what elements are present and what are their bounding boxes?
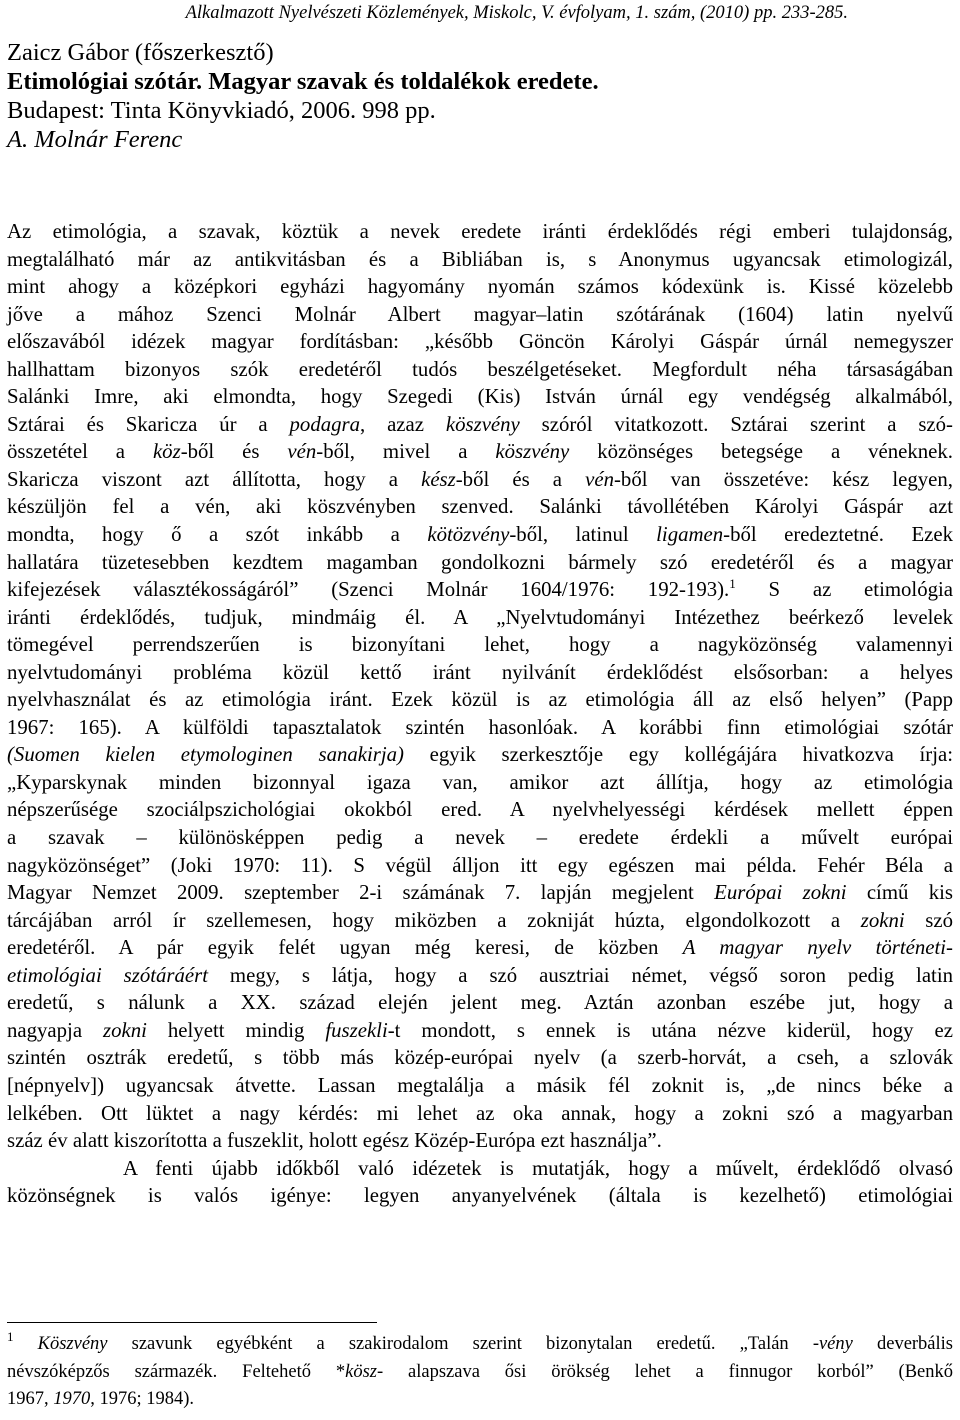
text-run: mondta, hogy ő a szót inkább a — [7, 523, 428, 547]
body-line: jőve a mához Szenci Molnár Albert magyar–latin szótárának (1604) latin nyelvű — [7, 302, 953, 326]
body-line: [népnyelv]) ugyancsak átvette. Lassan megtalálja a másik fél zoknit is, „de nincs béke a — [7, 1073, 953, 1097]
italic-term: kész — [421, 467, 456, 491]
body-line: népszerűsége szociálpszichológiai okokból ered. A nyelvhelyességi kérdések mellett éppen — [7, 798, 953, 822]
body-line — [7, 466, 953, 494]
italic-term: köszvény — [495, 440, 570, 464]
footnote-line — [7, 1358, 953, 1386]
body-line: száz év alatt kiszorította a fuszeklit, holott egész Közép-Európa ezt használja”. — [7, 1129, 662, 1153]
text-run: eredetéről. A pár egyik felét ugyan még keresi, de közben — [7, 936, 683, 960]
italic-term: (Suomen kielen etymologinen sanakirja) — [7, 743, 404, 767]
text-run: -t mondott, s ennek is utána nézve kiderül, hogy ez — [387, 1018, 953, 1042]
footnote-line — [7, 1330, 953, 1358]
text-run: szóról vitatkozott. Sztárai szerint a szó- — [519, 412, 953, 436]
italic-term: zokni — [103, 1018, 147, 1042]
italic-term: A magyar nyelv történeti- — [682, 936, 953, 960]
body-line — [7, 521, 953, 549]
text-run: nagyapja — [7, 1018, 104, 1042]
editor-line: Zaicz Gábor (főszerkesztő) — [7, 39, 274, 66]
body-line: mint ahogy a középkori egyházi hagyomány nyomán számos kódexünk is. Kissé közelebb — [7, 275, 953, 299]
text-run: összetétel a — [7, 440, 153, 464]
body-line: nagyközönséget” (Joki 1970: 11). S végül álljon itt egy egészen mai példa. Fehér Béla a — [7, 853, 953, 877]
italic-term: vén — [585, 467, 614, 491]
body-line — [7, 907, 953, 935]
text-run: kifejezések választékosságáról” (Szenci Molnár 1604/1976: 192-193). — [7, 578, 730, 602]
italic-term: vén — [287, 440, 317, 464]
italic-term: zokni — [860, 908, 905, 932]
footnote-mark: 1 — [7, 1329, 14, 1344]
text-run: deverbális — [852, 1334, 954, 1354]
body-line: „Kyparskynak minden bizonnyal igaza van, amikor azt állítja, hogy az etimológia — [7, 770, 953, 794]
text-run: közönséges betegsége a véneknek. — [569, 440, 953, 464]
body-line — [7, 438, 953, 466]
italic-term: köz — [152, 440, 181, 464]
text-run: -ből van összetéve: kész legyen, — [614, 467, 953, 491]
italic-term: -vény — [812, 1334, 853, 1354]
body-line — [7, 741, 953, 769]
body-line: Az etimológia, a szavak, köztük a nevek eredete iránti érdeklődés régi emberi tulajdonság, — [7, 220, 953, 243]
reviewer-name: A. Molnár Ferenc — [7, 126, 183, 153]
body-line: szintén osztrák eredetű, s több más közép-európai nyelv (a szerb-horvát, a cseh, a szlovák — [7, 1046, 953, 1070]
body-line — [7, 411, 953, 439]
text-run: -ből eredeztetné. Ezek — [723, 523, 954, 547]
text-run: S az etimológia — [735, 578, 954, 602]
text-run: -ből, mivel a — [316, 440, 496, 464]
italic-term: Köszvény — [37, 1334, 108, 1354]
text-run: -ből, latinul — [509, 523, 657, 547]
text-run: című kis — [846, 881, 953, 905]
text-run: Skaricza viszont azt állította, hogy a — [7, 467, 422, 491]
text-run: Sztárai és Skaricza úr a — [7, 412, 290, 436]
italic-term: ligamen — [656, 523, 724, 547]
body-line: előszavából idézek magyar fordításban: „később Göncön Károlyi Gáspár úrnál nemegyszer — [7, 330, 953, 354]
body-line: Salánki Imre, aki elmondta, hogy Szegedi (Kis) István úrnál egy vendégség alkalmából, — [7, 385, 953, 409]
text-run: szavunk egyébként a szakirodalom szerint bizonytalan eredetű. „Talán — [107, 1334, 813, 1354]
text-run: megy, s látja, hogy a szó ausztriai német, végső soron pedig latin — [208, 963, 954, 987]
italic-term: 1970 — [53, 1389, 91, 1410]
text-run: , 1976; 1984). — [90, 1389, 195, 1410]
body-line: eredetű, s nálunk a XX. század elején jelent meg. Aztán azonban eszébe jut, hogy a — [7, 991, 953, 1015]
italic-term: fuszekli — [325, 1018, 388, 1042]
text-run: Magyar Nemzet 2009. szeptember 2-i számának 7. lapján megjelent — [7, 881, 715, 905]
body-line: nyelvtudományi probléma közül kettő iránt nyilvánít érdeklődést elsősorban: a helyes — [7, 660, 953, 684]
text-run: tárcájában arról ír szellemesen, hogy miközben a zokniját húzta, elgondolkozott a — [7, 908, 861, 932]
italic-term: kötözvény — [427, 523, 510, 547]
body-line: közönségnek is valós igénye: legyen anyanyelvének (általa is kezelhető) etimológiai — [7, 1184, 953, 1208]
body-line: a szavak – különösképpen pedig a nevek – eredete érdekli a művelt európai — [7, 826, 953, 850]
italic-term: köszvény — [445, 412, 520, 436]
footnote — [7, 1330, 953, 1413]
text-run: alapszava ősi örökség lehet a finnugor korból” (Benkő — [383, 1361, 953, 1382]
body-line: lelkében. Ott lüktet a nagy kérdés: mi lehet az oka annak, hogy a zokni szó a magyarban — [7, 1101, 953, 1125]
body-line: készüljön fel a vén, aki köszvényben szenved. Salánki távollétében Károlyi Gáspár azt — [7, 495, 953, 519]
body-line — [7, 1017, 953, 1045]
body-line: tömegével perrendszerűen is bizonyítani lehet, hogy a nagyközönség valamennyi — [7, 633, 953, 657]
body-line — [7, 576, 953, 604]
body-line — [7, 934, 953, 962]
body-line — [7, 879, 953, 907]
text-run: egyik szerkesztője egy kollégájára hivatkozva írja: — [403, 743, 954, 767]
body-line: hallhattam bizonyos szók eredetéről tudós beszélgetéseket. Megfordult néha társaságában — [7, 357, 953, 381]
text-run: 1967, — [7, 1389, 54, 1410]
body-line: A fenti újabb időkből való idézetek is mutatják, hogy a művelt, érdeklődő olvasó — [123, 1156, 953, 1180]
body-line: 1967: 165). A külföldi tapasztalatok szintén hasonlóak. A korábbi finn etimológiai szótár — [7, 715, 953, 739]
body-line: megtalálható már az antikvitásban és a Bibliában is, s Anonymus ugyancsak etimologizál, — [7, 247, 953, 271]
body-line: iránti érdeklődés, tudjuk, mindmáig él. A „Nyelvtudományi Intézethez beérkező levelek — [7, 605, 953, 629]
italic-term: etimológiai szótáráért — [7, 963, 209, 987]
text-run: -ből és a — [455, 467, 586, 491]
italic-term: kösz- — [345, 1361, 384, 1382]
italic-term: podagra — [289, 412, 361, 436]
text-run: helyett mindig — [146, 1018, 326, 1042]
body-line: nyelvhasználat és az etimológia iránt. Ezek közül is az etimológia áll az első helyen” (Papp — [7, 688, 953, 712]
footnote-ref[interactable]: 1 — [729, 576, 736, 592]
publisher-line: Budapest: Tinta Könyvkiadó, 2006. 998 pp. — [7, 97, 436, 124]
review-body — [7, 218, 953, 1210]
italic-term: Európai zokni — [714, 881, 847, 905]
footnote-line — [7, 1385, 953, 1413]
footnote-divider — [7, 1322, 377, 1323]
text-run: -ből és — [180, 440, 288, 464]
review-header — [7, 38, 599, 154]
text-run: névszóképzős származék. Feltehető * — [7, 1361, 346, 1382]
text-run: , azaz — [360, 412, 446, 436]
body-line: hallatára tüzetesebben kezdtem magamban gondolkozni bármely szó eredetéről és a magyar — [7, 550, 953, 574]
text-run: szó — [904, 908, 953, 932]
book-title: Etimológiai szótár. Magyar szavak és toldalékok eredete. — [7, 68, 599, 95]
body-line — [7, 962, 953, 990]
running-head: Alkalmazott Nyelvészeti Közlemények, Miskolc, V. évfolyam, 1. szám, (2010) pp. 233-285. — [185, 3, 848, 23]
